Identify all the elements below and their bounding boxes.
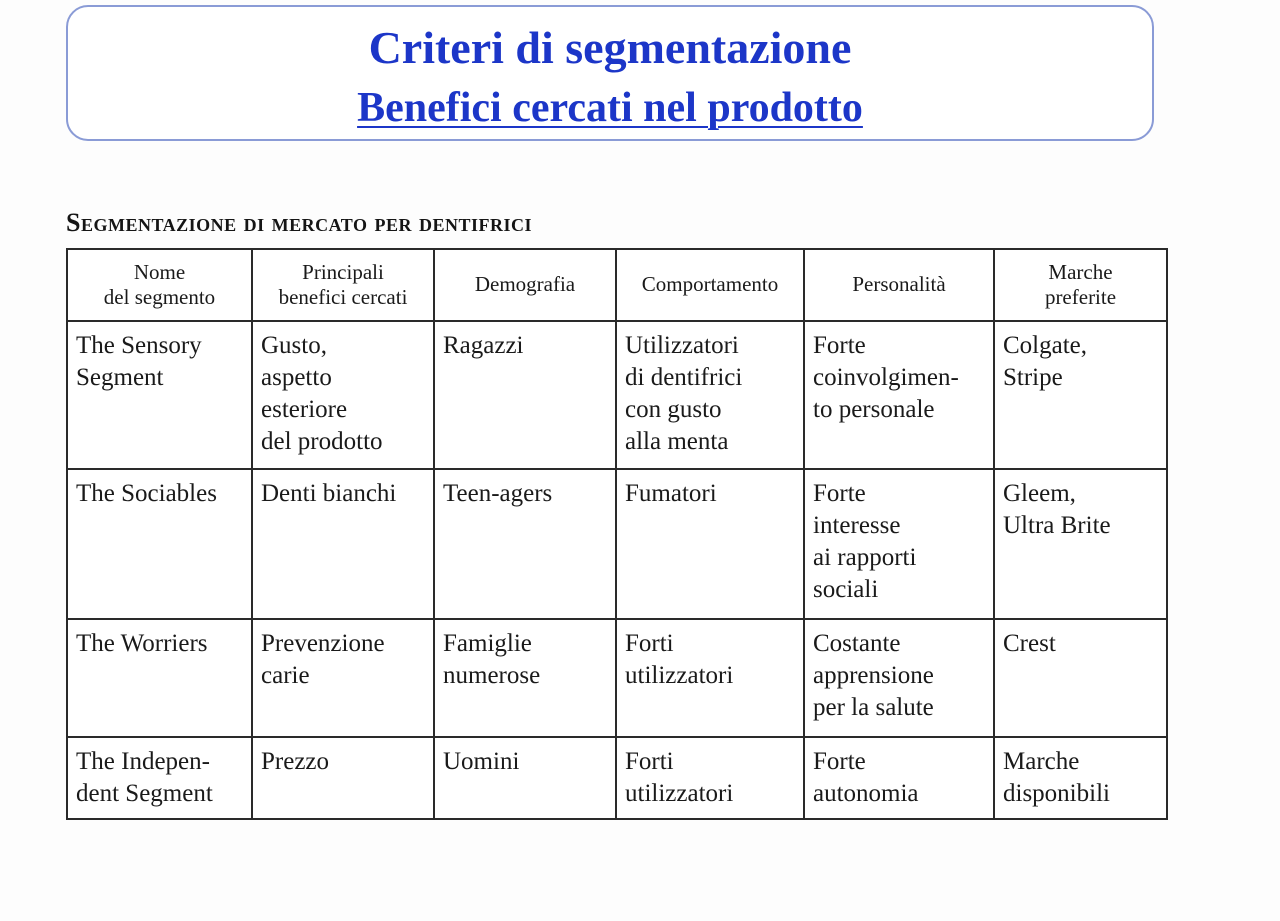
table-cell: Crest — [994, 619, 1167, 737]
table-cell: Fumatori — [616, 469, 804, 619]
table-cell: Famiglie numerose — [434, 619, 616, 737]
title-box — [66, 5, 1154, 141]
slide-title: Criteri di segmentazione — [368, 22, 852, 73]
table-row — [67, 737, 1167, 819]
table-cell: Prevenzione carie — [252, 619, 434, 737]
header-comportamento: Comportamento — [616, 249, 804, 321]
table-cell: The Indepen- dent Segment — [67, 737, 252, 819]
header-personalita: Personalità — [804, 249, 994, 321]
table-cell: Uomini — [434, 737, 616, 819]
table-cell: Ragazzi — [434, 321, 616, 469]
table-cell: Forte autonomia — [804, 737, 994, 819]
table-row — [67, 469, 1167, 619]
table-cell: The Sensory Segment — [67, 321, 252, 469]
slide-subtitle: Benefici cercati nel prodotto — [357, 85, 863, 131]
table-cell: The Worriers — [67, 619, 252, 737]
table-cell: Forti utilizzatori — [616, 619, 804, 737]
table-cell: The Sociables — [67, 469, 252, 619]
table-cell: Forti utilizzatori — [616, 737, 804, 819]
segmentation-table — [66, 248, 1168, 820]
table-cell: Gusto, aspetto esteriore del prodotto — [252, 321, 434, 469]
table-cell: Denti bianchi — [252, 469, 434, 619]
table-cell: Gleem, Ultra Brite — [994, 469, 1167, 619]
table-cell: Forte coinvolgimen- to personale — [804, 321, 994, 469]
table-caption: Segmentazione di mercato per dentifrici — [66, 208, 533, 237]
table-row — [67, 321, 1167, 469]
table-cell: Costante apprensione per la salute — [804, 619, 994, 737]
table-cell: Teen-agers — [434, 469, 616, 619]
table-cell: Colgate, Stripe — [994, 321, 1167, 469]
header-marche: Marche preferite — [994, 249, 1167, 321]
table-cell: Utilizzatori di dentifrici con gusto alla menta — [616, 321, 804, 469]
table-row — [67, 619, 1167, 737]
table-header-row — [67, 249, 1167, 321]
header-demografia: Demografia — [434, 249, 616, 321]
table-cell: Forte interesse ai rapporti sociali — [804, 469, 994, 619]
header-nome-segmento: Nome del segmento — [67, 249, 252, 321]
header-benefici: Principali benefici cercati — [252, 249, 434, 321]
table-cell: Marche disponibili — [994, 737, 1167, 819]
table-cell: Prezzo — [252, 737, 434, 819]
